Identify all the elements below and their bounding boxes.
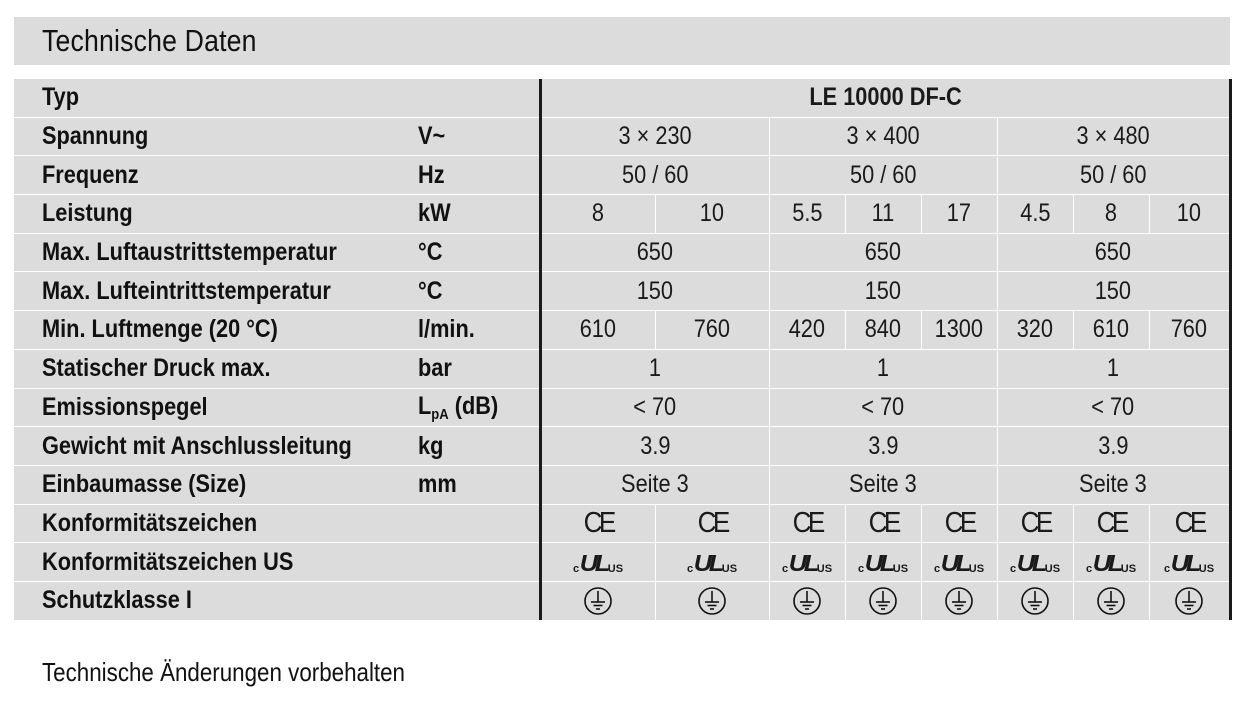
ul-mark [655,543,769,582]
cell-value: 420 [769,311,845,350]
table-row [14,543,1230,582]
ul-mark [921,543,997,582]
row-label: Min. Luftmenge (20 °C) [14,311,414,350]
protective-earth-icon [868,586,898,616]
cell-value: 1 [540,349,769,388]
cell-value: 840 [845,311,921,350]
footer-note: Technische Änderungen vorbehalten [42,657,406,687]
cell-value: 1 [997,349,1230,388]
protective-earth-icon [1020,586,1050,616]
row-unit: °C [414,233,540,272]
cell-value: 4.5 [997,195,1073,234]
ce-mark-icon: CE [1174,506,1204,539]
protection-class-cell [1149,581,1230,619]
ul-mark [845,543,921,582]
cell-value: 650 [997,233,1230,272]
protective-earth-icon [1174,586,1204,616]
cell-value: Seite 3 [997,465,1230,504]
cell-value: 610 [540,311,655,350]
cell-value: 50 / 60 [997,156,1230,195]
cell-value: 5.5 [769,195,845,234]
row-unit: V~ [414,117,540,156]
cell-value: 50 / 60 [540,156,769,195]
ce-mark [540,504,655,543]
protection-class-cell [1073,581,1149,619]
row-unit: Hz [414,156,540,195]
ce-mark [1149,504,1230,543]
row-unit: l/min. [414,311,540,350]
cell-value: 760 [655,311,769,350]
table-row [14,504,1230,543]
cell-value: 3.9 [769,427,997,466]
cell-value: < 70 [540,388,769,427]
model-name: LE 10000 DF-C [540,79,1230,117]
protection-class-cell [540,581,655,619]
ce-mark-icon: CE [792,506,822,539]
row-label: Leistung [14,195,414,234]
protective-earth-icon [583,586,613,616]
ul-mark [1149,543,1230,582]
cell-value: 610 [1073,311,1149,350]
row-unit: mm [414,465,540,504]
table-row [14,349,1230,388]
cell-value: 760 [1149,311,1230,350]
ul-listed-icon: c UL US [1163,550,1215,577]
ul-mark [997,543,1073,582]
table-row [14,581,1230,619]
row-label: Konformitätszeichen US [14,543,540,582]
cell-value: 10 [1149,195,1230,234]
row-label: Max. Lufteintrittstemperatur [14,272,414,311]
table-row [14,272,1230,311]
cell-value: 3 × 400 [769,117,997,156]
cell-value: 320 [997,311,1073,350]
row-unit: kW [414,195,540,234]
protection-class-cell [921,581,997,619]
row-label: Konformitätszeichen [14,504,540,543]
ul-mark [1073,543,1149,582]
row-label: Max. Luftaustrittstemperatur [14,233,414,272]
ce-mark [921,504,997,543]
section-title: Technische Daten [42,23,257,58]
ce-mark-icon: CE [1096,506,1126,539]
cell-value: 3.9 [540,427,769,466]
ul-listed-icon: c UL US [1085,550,1137,577]
protection-class-cell [845,581,921,619]
row-unit: $L_{pA}$ (dB) [414,388,540,427]
row-label: Einbaumasse (Size) [14,465,414,504]
protective-earth-icon [944,586,974,616]
cell-value: < 70 [997,388,1230,427]
ul-listed-icon: c UL US [933,550,985,577]
spec-table [14,79,1232,620]
cell-value: 8 [540,195,655,234]
cell-value: Seite 3 [540,465,769,504]
row-label: Schutzklasse I [14,581,540,619]
protective-earth-icon [697,586,727,616]
ce-mark-icon: CE [944,506,974,539]
cell-value: 3.9 [997,427,1230,466]
cell-value: 650 [769,233,997,272]
cell-value: 11 [845,195,921,234]
ul-listed-icon: c UL US [686,550,738,577]
table-row [14,79,1230,117]
cell-value: 3 × 230 [540,117,769,156]
cell-value: 8 [1073,195,1149,234]
ce-mark [845,504,921,543]
cell-value: 17 [921,195,997,234]
table-row [14,465,1230,504]
row-unit: °C [414,272,540,311]
row-unit: kg [414,427,540,466]
cell-value: 1 [769,349,997,388]
ce-mark [1073,504,1149,543]
cell-value: 150 [997,272,1230,311]
ul-mark [540,543,655,582]
ce-mark-icon: CE [1020,506,1050,539]
protective-earth-icon [792,586,822,616]
ul-mark [769,543,845,582]
table-row [14,156,1230,195]
ul-listed-icon: c UL US [572,550,624,577]
ul-listed-icon: c UL US [1009,550,1061,577]
table-row [14,117,1230,156]
ce-mark [769,504,845,543]
cell-value: 3 × 480 [997,117,1230,156]
row-label: Typ [14,79,540,117]
table-row [14,427,1230,466]
protection-class-cell [997,581,1073,619]
row-label: Emissionspegel [14,388,414,427]
ul-listed-icon: c UL US [781,550,833,577]
protection-class-cell [655,581,769,619]
table-row [14,311,1230,350]
ce-mark-icon: CE [697,506,727,539]
cell-value: 650 [540,233,769,272]
row-unit: bar [414,349,540,388]
cell-value: 150 [769,272,997,311]
row-label: Spannung [14,117,414,156]
cell-value: 10 [655,195,769,234]
cell-value: 150 [540,272,769,311]
table-row [14,388,1230,427]
row-label: Gewicht mit Anschlussleitung [14,427,414,466]
ul-listed-icon: c UL US [857,550,909,577]
table-row [14,195,1230,234]
section-header [14,17,1230,65]
ce-mark [655,504,769,543]
cell-value: 50 / 60 [769,156,997,195]
protection-class-cell [769,581,845,619]
ce-mark [997,504,1073,543]
table-row [14,233,1230,272]
cell-value: 1300 [921,311,997,350]
ce-mark-icon: CE [868,506,898,539]
cell-value: < 70 [769,388,997,427]
row-label: Statischer Druck max. [14,349,414,388]
protective-earth-icon [1096,586,1126,616]
cell-value: Seite 3 [769,465,997,504]
row-label: Frequenz [14,156,414,195]
ce-mark-icon: CE [583,506,613,539]
